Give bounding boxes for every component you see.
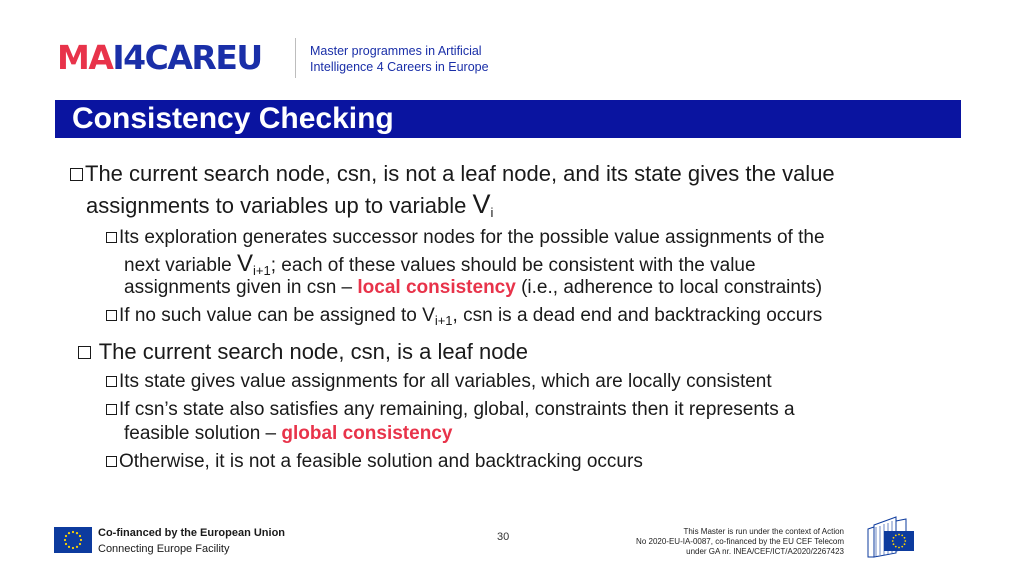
- sub-bullet-2-2-line-2: [124, 423, 452, 445]
- sub-bullet-2-1: [106, 371, 772, 393]
- checkbox-bullet-icon: [78, 346, 91, 359]
- logo-part-ma: MA: [57, 38, 113, 77]
- eu-flag-icon: [54, 527, 92, 553]
- title-bar: [55, 100, 961, 138]
- sub-bullet-1-2: [106, 305, 822, 327]
- tagline-line-2: Intelligence 4 Careers in Europe: [310, 60, 489, 74]
- checkbox-bullet-icon: [106, 232, 117, 243]
- highlight-global-consistency: global consistency: [281, 423, 453, 444]
- sub-bullet-1-1-line-2: [124, 250, 756, 278]
- variable-subscript: i: [490, 205, 494, 220]
- sub-bullet-2-3: [106, 451, 643, 473]
- cofinanced-text: Co-financed by the European Union: [98, 527, 286, 539]
- bullet-text: Its exploration generates successor nodes for the possible value assignments of the: [119, 227, 825, 248]
- european-commission-logo-icon: [866, 513, 966, 559]
- bullet-1-line-2: [86, 191, 493, 219]
- variable-subscript: i+1: [253, 263, 271, 278]
- header-divider: [295, 38, 296, 78]
- variable-subscript: i+1: [434, 313, 453, 328]
- bullet-text: next variable: [124, 255, 238, 276]
- variable-v: V: [472, 189, 491, 219]
- logo-part-eu: EU: [215, 38, 262, 77]
- checkbox-bullet-icon: [106, 376, 117, 387]
- tagline-line-1: Master programmes in Artificial: [310, 44, 482, 58]
- bullet-text: feasible solution –: [124, 423, 282, 444]
- bullet-text: ; each of these values should be consistent with the value: [270, 255, 756, 276]
- slide-title: Consistency Checking: [72, 102, 394, 135]
- bullet-1-line-1: [70, 161, 835, 187]
- note-line-1: This Master is run under the context of Action: [683, 527, 844, 536]
- bullet-text: assignments to variables up to variable: [86, 193, 473, 218]
- note-line-3: under GA nr. INEA/CEF/ICT/A2020/2267423: [686, 547, 844, 556]
- bullet-2: [78, 339, 528, 365]
- mai4careu-logo: [57, 40, 262, 76]
- logo-part-i4car: I4CAR: [112, 38, 216, 77]
- checkbox-bullet-icon: [106, 310, 117, 321]
- bullet-text: If csn’s state also satisfies any remaining, global, constraints then it represents a: [119, 399, 795, 420]
- variable-v: V: [237, 250, 254, 277]
- sub-bullet-1-1-line-1: [106, 227, 825, 249]
- page-number: 30: [497, 531, 510, 543]
- sub-bullet-1-1-line-3: [124, 277, 822, 299]
- facility-text: Connecting Europe Facility: [98, 543, 230, 555]
- header-tagline: [310, 43, 489, 75]
- sub-bullet-2-2-line-1: [106, 399, 795, 421]
- bullet-text: , csn is a dead end and backtracking occurs: [452, 305, 823, 326]
- checkbox-bullet-icon: [70, 168, 83, 181]
- bullet-text: Its state gives value assignments for all variables, which are locally consistent: [119, 371, 772, 392]
- checkbox-bullet-icon: [106, 456, 117, 467]
- bullet-text: assignments given in csn –: [124, 277, 358, 298]
- bullet-text: The current search node, csn, is not a leaf node, and its state gives the value: [85, 161, 835, 186]
- highlight-local-consistency: local consistency: [357, 277, 516, 298]
- checkbox-bullet-icon: [106, 404, 117, 415]
- bullet-text: Otherwise, it is not a feasible solution and backtracking occurs: [119, 451, 643, 472]
- bullet-text: The current search node, csn, is a leaf node: [93, 339, 528, 364]
- bullet-text: If no such value can be assigned to V: [119, 305, 435, 326]
- bullet-text: (i.e., adherence to local constraints): [515, 277, 823, 298]
- note-line-2: No 2020-EU-IA-0087, co-financed by the EU CEF Telecom: [636, 537, 844, 546]
- action-note: [584, 527, 844, 557]
